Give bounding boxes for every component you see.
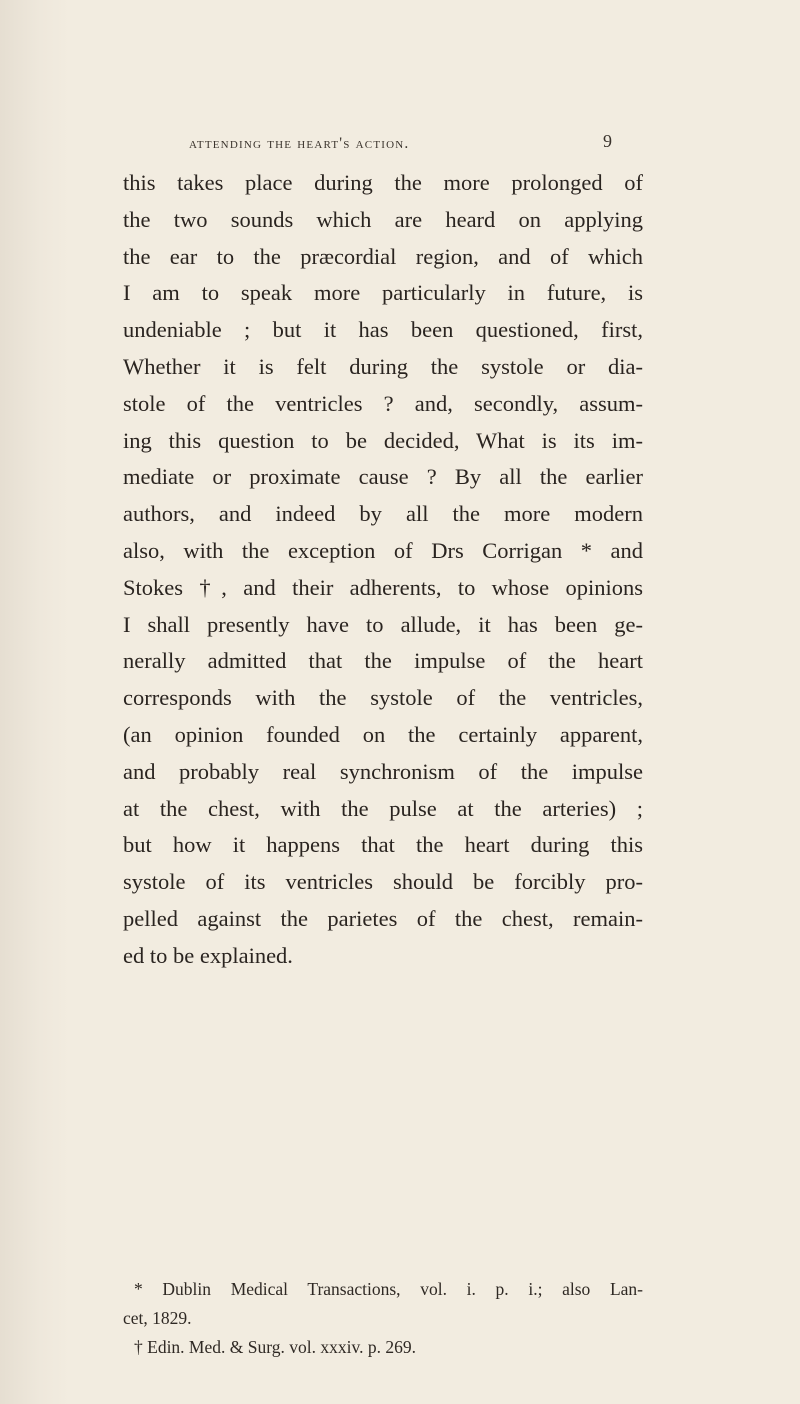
text-line: ing this question to be decided, What is its im- xyxy=(123,427,643,453)
text-line: pelled against the parietes of the chest, remain- xyxy=(123,905,643,931)
footnote-line: * Dublin Medical Transactions, vol. i. p. i.; also Lan- xyxy=(134,1279,643,1299)
text-line: the ear to the præcordial region, and of which xyxy=(123,243,643,269)
text-line: I shall presently have to allude, it has been ge- xyxy=(123,611,643,637)
footnote-line: † Edin. Med. & Surg. vol. xxxiv. p. 269. xyxy=(134,1337,416,1357)
text-line: corresponds with the systole of the ventricles, xyxy=(123,685,643,711)
text-line: Whether it is felt during the systole or dia- xyxy=(123,353,643,379)
text-line: this takes place during the more prolonged of xyxy=(123,170,643,195)
text-line: the two sounds which are heard on applying xyxy=(123,206,643,232)
text-line: (an opinion founded on the certainly apparent, xyxy=(123,721,643,747)
footnotes xyxy=(123,1275,643,1362)
running-head xyxy=(189,135,619,153)
text-line: undeniable ; but it has been questioned, first, xyxy=(123,317,643,343)
text-line: mediate or proximate cause ? By all the earlier xyxy=(123,464,643,490)
footnote-line: cet, 1829. xyxy=(123,1308,192,1328)
text-line: authors, and indeed by all the more modern xyxy=(123,501,643,527)
text-line: and probably real synchronism of the impulse xyxy=(123,758,643,784)
text-line: ed to be explained. xyxy=(123,942,293,968)
text-line: at the chest, with the pulse at the arteries) ; xyxy=(123,795,643,821)
text-line: I am to speak more particularly in future, is xyxy=(123,280,643,306)
text-line: Stokes †, and their adherents, to whose opinions xyxy=(123,574,643,600)
text-line: but how it happens that the heart during this xyxy=(123,832,643,858)
body-text xyxy=(123,165,643,975)
text-line: stole of the ventricles ? and, secondly, assum- xyxy=(123,390,643,416)
text-line: also, with the exception of Drs Corrigan * and xyxy=(123,537,643,563)
text-line: nerally admitted that the impulse of the heart xyxy=(123,648,643,674)
running-title: attending the heart's action. xyxy=(189,135,410,152)
page-number: 9 xyxy=(603,131,612,151)
text-line: systole of its ventricles should be forcibly pro- xyxy=(123,869,643,895)
